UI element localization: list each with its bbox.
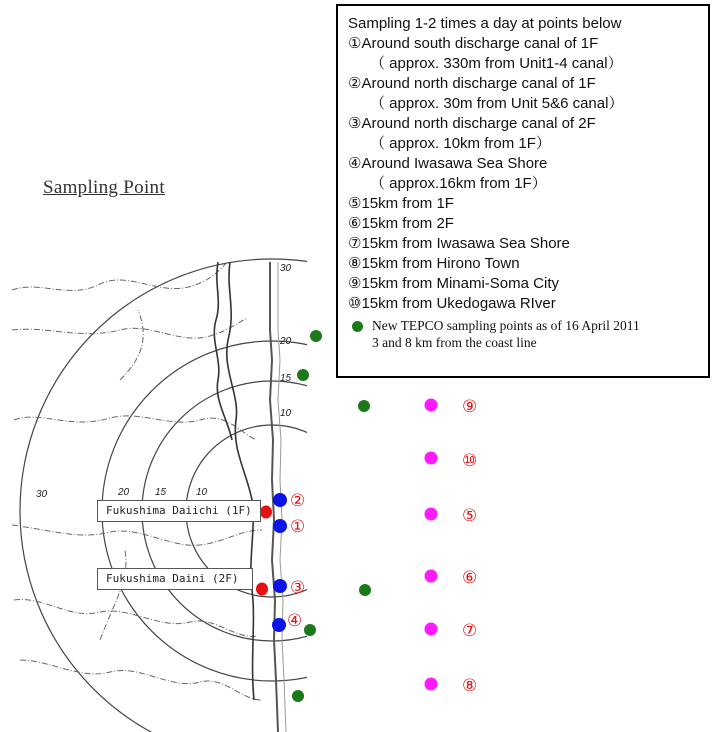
coastal-point-1-dot bbox=[273, 519, 287, 533]
legend-item-label: ⑥15km from 2F bbox=[348, 215, 454, 232]
point-label-1: ① bbox=[290, 517, 306, 537]
border-line bbox=[120, 310, 143, 380]
sampling-legend bbox=[336, 4, 710, 378]
legend-new-points-line2: 3 and 8 km from the coast line bbox=[372, 335, 537, 350]
border-line bbox=[100, 550, 126, 640]
point-label-2: ② bbox=[290, 491, 306, 511]
legend-item-sub: （ approx. 30m from Unit 5&6 canal） bbox=[370, 95, 624, 112]
new-point-dot bbox=[310, 330, 322, 342]
offshore-point-9-dot bbox=[425, 399, 438, 412]
new-point-dot bbox=[304, 624, 316, 636]
point-label-4: ④ bbox=[287, 611, 303, 631]
offshore-point-7-dot bbox=[425, 623, 438, 636]
ring-label-west-20: 20 bbox=[118, 487, 130, 498]
point-label-8: ⑧ bbox=[462, 676, 478, 696]
new-point-dot bbox=[358, 400, 370, 412]
legend-item bbox=[348, 74, 700, 114]
new-point-dot bbox=[292, 690, 304, 702]
point-label-5: ⑤ bbox=[462, 506, 478, 526]
legend-item-label: ⑩15km from Ukedogawa RIver bbox=[348, 295, 556, 312]
legend-item bbox=[348, 114, 700, 154]
border-line bbox=[12, 525, 262, 545]
plant-label-daini: Fukushima Daini (2F) bbox=[97, 568, 253, 590]
legend-item-label: ②Around north discharge canal of 1F bbox=[348, 75, 596, 92]
map-title: Sampling Point bbox=[43, 177, 165, 198]
plant-2f-marker bbox=[256, 583, 268, 596]
ring-label-north-10: 10 bbox=[280, 408, 292, 419]
legend-item-label: ③Around north discharge canal of 2F bbox=[348, 115, 596, 132]
coastal-point-4-dot bbox=[272, 618, 286, 632]
legend-heading: Sampling 1-2 times a day at points below bbox=[348, 15, 622, 32]
ring-label-west-30: 30 bbox=[36, 489, 48, 500]
border-line bbox=[12, 318, 248, 338]
plant-1f-marker bbox=[260, 506, 272, 519]
plant-label-daiichi: Fukushima Daiichi (1F) bbox=[97, 500, 261, 522]
ring-label-north-15: 15 bbox=[280, 373, 292, 384]
legend-new-points bbox=[348, 317, 700, 351]
point-label-7: ⑦ bbox=[462, 621, 478, 641]
legend-item-label: ⑧15km from Hirono Town bbox=[348, 255, 520, 272]
border-line bbox=[14, 416, 256, 440]
legend-item-label: ⑤15km from 1F bbox=[348, 195, 454, 212]
border-line bbox=[12, 262, 228, 290]
point-label-3: ③ bbox=[290, 578, 306, 598]
coastal-point-2-dot bbox=[273, 493, 287, 507]
legend-item-label: ⑦15km from Iwasawa Sea Shore bbox=[348, 235, 570, 252]
coastal-point-3-dot bbox=[273, 579, 287, 593]
new-point-dot bbox=[297, 369, 309, 381]
legend-item-label: ④Around Iwasawa Sea Shore bbox=[348, 155, 548, 172]
legend-item-sub: （ approx. 10km from 1F） bbox=[370, 135, 551, 152]
ring-label-north-30: 30 bbox=[280, 263, 292, 274]
offshore-point-10-dot bbox=[425, 452, 438, 465]
legend-item-sub: （ approx. 330m from Unit1-4 canal） bbox=[370, 55, 623, 72]
legend-item-sub: （ approx.16km from 1F） bbox=[370, 175, 547, 192]
legend-item-label: ①Around south discharge canal of 1F bbox=[348, 35, 599, 52]
legend-item-label: ⑨15km from Minami-Soma City bbox=[348, 275, 559, 292]
offshore-point-5-dot bbox=[425, 508, 438, 521]
new-point-legend-dot bbox=[352, 321, 363, 332]
new-point-dot bbox=[359, 584, 371, 596]
offshore-point-6-dot bbox=[425, 570, 438, 583]
point-label-10: ⑩ bbox=[462, 451, 478, 471]
ring-label-west-10: 10 bbox=[196, 487, 208, 498]
point-label-9: ⑨ bbox=[462, 397, 478, 417]
border-line bbox=[20, 660, 262, 700]
legend-item bbox=[348, 154, 700, 194]
legend-item bbox=[348, 34, 700, 74]
legend-new-points-line1: New TEPCO sampling points as of 16 April 2011 bbox=[372, 318, 640, 333]
point-label-6: ⑥ bbox=[462, 568, 478, 588]
ring-label-west-15: 15 bbox=[155, 487, 167, 498]
ring-label-north-20: 20 bbox=[280, 336, 292, 347]
offshore-point-8-dot bbox=[425, 678, 438, 691]
